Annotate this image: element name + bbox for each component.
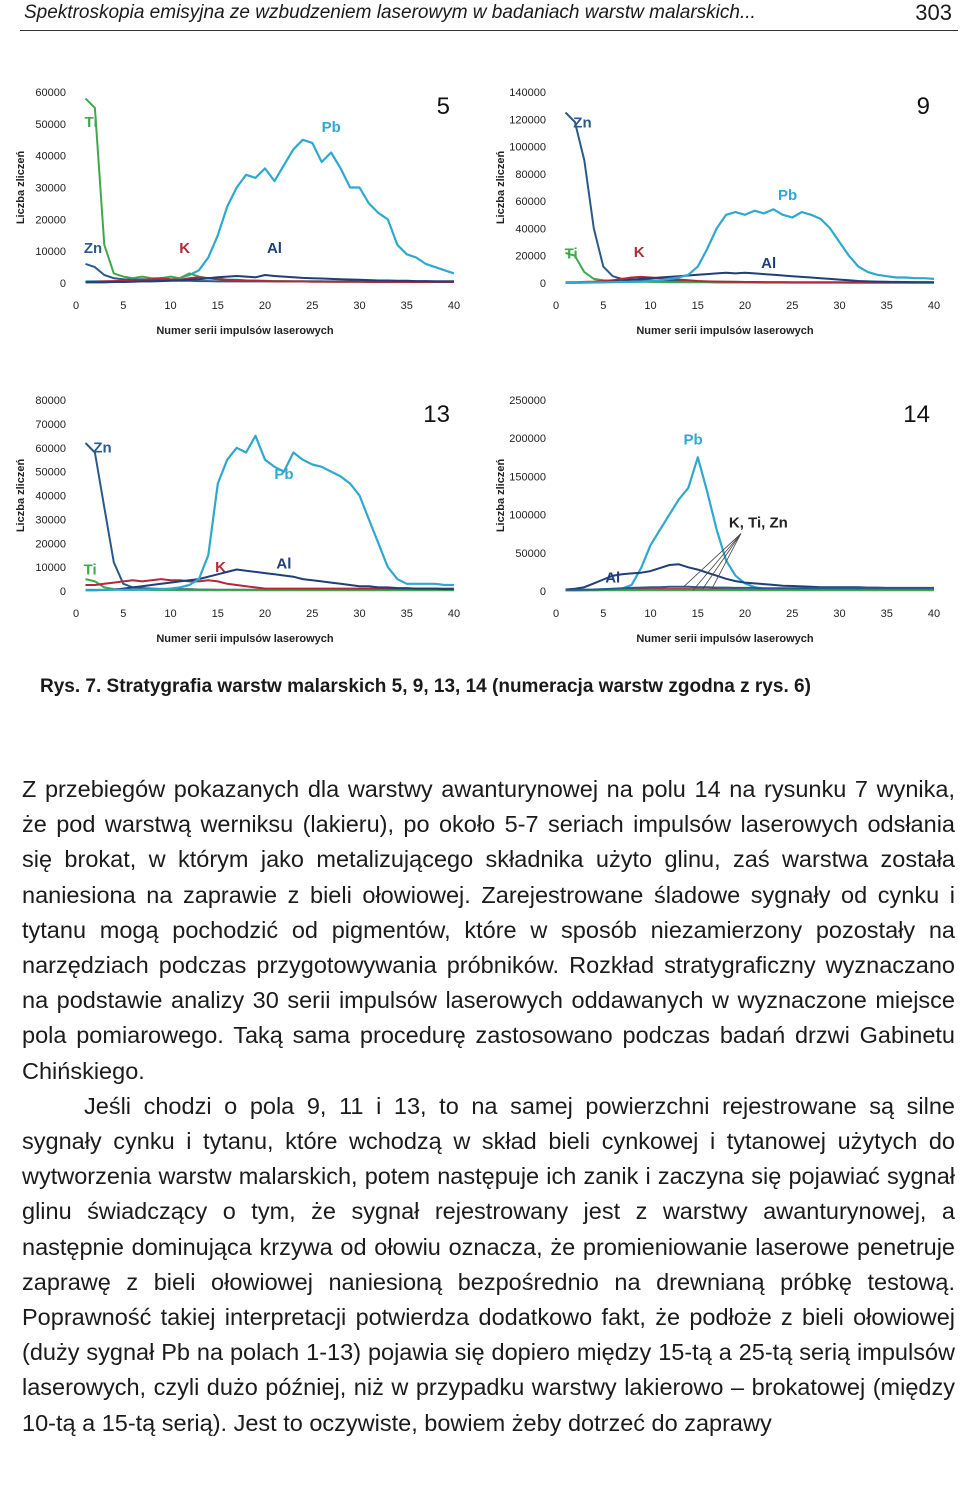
series-label-Pb: Pb xyxy=(683,431,703,449)
y-tick-label: 20000 xyxy=(35,538,66,551)
series-label-Pb: Pb xyxy=(274,465,294,483)
y-tick-label: 100000 xyxy=(509,509,546,522)
x-tick-label: 35 xyxy=(400,300,413,312)
y-tick-label: 0 xyxy=(539,586,546,598)
x-tick-label: 30 xyxy=(833,300,846,312)
x-tick-label: 25 xyxy=(306,608,319,620)
series-line-Pb xyxy=(83,140,455,282)
x-tick-label: 0 xyxy=(552,300,560,312)
x-tick-label: 25 xyxy=(306,300,319,312)
x-tick-label: 5 xyxy=(600,300,607,312)
series-label-Ti: Ti xyxy=(83,561,97,579)
series-label-Ti: Ti xyxy=(564,245,578,263)
y-tick-label: 40000 xyxy=(35,150,66,163)
x-tick-label: 40 xyxy=(447,300,461,312)
x-tick-label: 20 xyxy=(258,608,272,620)
series-label-Ti: Ti xyxy=(84,114,98,132)
x-tick-label: 40 xyxy=(927,608,941,620)
x-tick-label: 10 xyxy=(164,300,177,312)
x-tick-label: 40 xyxy=(447,608,461,620)
x-tick-label: 20 xyxy=(738,608,752,620)
x-tick-label: 30 xyxy=(833,608,846,620)
x-axis-label: Numer serii impulsów laserowych xyxy=(156,633,334,645)
chart-layer-14 xyxy=(488,388,948,653)
x-tick-label: 40 xyxy=(927,300,941,312)
x-tick-label: 15 xyxy=(211,300,224,312)
x-tick-label: 20 xyxy=(258,300,272,312)
series-label-Pb: Pb xyxy=(321,118,341,136)
paragraph: Jeśli chodzi o pola 9, 11 i 13, to na samej powierzchni rejestrowane są silne sygnały cynku i tytanu, które wchodzą w skład bieli cynkowej i tytanowej użytych do wytworzenia warstw malarskich, potem następuje ich zanik i zaczyna się pojawiać sygnał glinu świadczący o tym, że sygnał rejestrowany jest z warstwy awanturynowej, a następnie dominująca krzywa od ołowiu oznacza, że promieniowanie laserowe penetruje zaprawę z bieli ołowiowej naniesioną bezpośrednio na drewnianą próbkę testową. Poprawność takiej interpretacji potwierdza dodatkowo fakt, że podłoże z bieli ołowiowej (duży sygnał Pb na polach 1-13) pojawia się dopiero między 15-tą a 25-tą serią impulsów laserowych, czyli dużo później, niż w przypadku warstwy lakierowo – brokatowej (między 10-tą a 15-tą serią). Jest to oczywiste, bowiem żeby dotrzeć do zaprawy xyxy=(22,1092,955,1436)
x-tick-label: 5 xyxy=(120,608,127,620)
chart-layer-13 xyxy=(8,388,468,653)
y-tick-label: 100000 xyxy=(509,141,546,154)
y-tick-label: 10000 xyxy=(35,562,66,575)
series-label-Zn: Zn xyxy=(93,439,112,457)
series-line-Zn xyxy=(566,113,935,283)
y-tick-label: 120000 xyxy=(509,114,546,127)
x-tick-label: 30 xyxy=(353,608,366,620)
x-tick-label: 15 xyxy=(691,300,704,312)
y-tick-label: 80000 xyxy=(515,168,546,181)
running-title: Spektroskopia emisyjna ze wzbudzeniem laserowym w badaniach warstw malarskich... xyxy=(24,2,756,23)
x-tick-label: 35 xyxy=(880,608,893,620)
x-tick-label: 25 xyxy=(786,608,799,620)
x-tick-label: 5 xyxy=(120,300,127,312)
y-tick-label: 200000 xyxy=(509,433,546,446)
chart-layer-5 xyxy=(8,80,468,345)
series-line-Pb xyxy=(83,436,455,590)
y-tick-label: 0 xyxy=(539,278,546,290)
body-text xyxy=(22,772,955,1441)
y-tick-label: 60000 xyxy=(35,442,66,455)
x-tick-label: 30 xyxy=(353,300,366,312)
y-axis-label: Liczba zliczeń xyxy=(15,150,27,225)
x-tick-label: 5 xyxy=(600,608,607,620)
plot-number: 9 xyxy=(916,93,930,120)
y-tick-label: 60000 xyxy=(35,87,66,99)
y-tick-label: 50000 xyxy=(35,466,66,479)
figure-caption: Rys. 7. Stratygrafia warstw malarskich 5, 9, 13, 14 (numeracja warstw zgodna z rys. 6) xyxy=(40,676,811,697)
x-axis-label: Numer serii impulsów laserowych xyxy=(636,633,814,645)
x-tick-label: 35 xyxy=(400,608,413,620)
series-label-Al: Al xyxy=(276,555,292,573)
page-number: 303 xyxy=(915,0,952,25)
x-tick-label: 10 xyxy=(164,608,177,620)
x-axis-label: Numer serii impulsów laserowych xyxy=(636,325,814,337)
y-tick-label: 140000 xyxy=(509,87,546,99)
y-tick-label: 40000 xyxy=(515,223,546,236)
annotation-pointer xyxy=(684,534,741,587)
y-tick-label: 150000 xyxy=(509,471,546,484)
x-tick-label: 0 xyxy=(72,300,80,312)
y-tick-label: 20000 xyxy=(515,250,546,263)
series-line-Zn xyxy=(83,443,455,590)
x-tick-label: 10 xyxy=(644,608,657,620)
y-tick-label: 50000 xyxy=(35,118,66,131)
y-tick-label: 60000 xyxy=(515,196,546,209)
series-label-Al: Al xyxy=(605,569,621,587)
y-axis-label: Liczba zliczeń xyxy=(495,150,507,225)
series-label-K: K xyxy=(633,244,645,262)
y-tick-label: 250000 xyxy=(509,395,546,407)
y-tick-label: 0 xyxy=(59,278,66,290)
x-tick-label: 20 xyxy=(738,300,752,312)
series-label-Zn: Zn xyxy=(573,114,592,132)
y-axis-label: Liczba zliczeń xyxy=(495,458,507,533)
x-tick-label: 10 xyxy=(644,300,657,312)
series-label-K: K xyxy=(215,558,227,576)
annotation-label: K, Ti, Zn xyxy=(728,514,788,532)
y-tick-label: 20000 xyxy=(35,214,66,227)
y-tick-label: 30000 xyxy=(35,182,66,195)
series-label-Zn: Zn xyxy=(83,239,103,257)
y-tick-label: 30000 xyxy=(35,514,66,527)
plot-number: 13 xyxy=(423,401,450,428)
y-tick-label: 80000 xyxy=(35,395,66,407)
y-tick-label: 0 xyxy=(59,586,66,598)
running-header xyxy=(20,0,958,31)
y-tick-label: 40000 xyxy=(35,490,66,503)
annotation-pointer xyxy=(693,534,741,591)
paragraph: Z przebiegów pokazanych dla warstwy awanturynowej na polu 14 na rysunku 7 wynika, że pod warstwą werniksu (lakieru), po około 5-7 seriach impulsów laserowych odsłania się brokat, w którym jako metalizującego składnika użyto glinu, zaś warstwa została naniesiona na zaprawie z bieli ołowiowej. Zarejestrowane śladowe sygnały od cynku i tytanu mogą pochodzić od pigmentów, które w sposób niezamierzony pozostały na narzędziach podczas przygotowywania próbników. Rozkład stratygraficzny wyznaczano na podstawie analizy 30 serii impulsów laserowych oddawanych w wyznaczone miejsce pola pomiarowego. Taką sama procedurę zastosowano podczas badań drzwi Gabinetu Chińskiego. xyxy=(22,776,955,1084)
x-tick-label: 35 xyxy=(880,300,893,312)
x-tick-label: 15 xyxy=(691,608,704,620)
series-label-K: K xyxy=(179,239,191,257)
series-label-Al: Al xyxy=(761,254,777,272)
y-axis-label: Liczba zliczeń xyxy=(15,458,27,533)
x-axis-label: Numer serii impulsów laserowych xyxy=(156,325,334,337)
series-line-Pb xyxy=(566,209,935,282)
plot-number: 14 xyxy=(903,401,930,428)
plot-number: 5 xyxy=(436,93,450,120)
series-label-Al: Al xyxy=(266,239,282,257)
series-line-Zn xyxy=(86,264,455,282)
x-tick-label: 0 xyxy=(552,608,560,620)
y-tick-label: 70000 xyxy=(35,418,66,431)
x-tick-label: 25 xyxy=(786,300,799,312)
chart-layer-9 xyxy=(488,80,948,345)
x-tick-label: 0 xyxy=(72,608,80,620)
x-tick-label: 15 xyxy=(211,608,224,620)
y-tick-label: 50000 xyxy=(515,547,546,560)
series-label-Pb: Pb xyxy=(777,186,798,204)
y-tick-label: 10000 xyxy=(35,246,66,259)
